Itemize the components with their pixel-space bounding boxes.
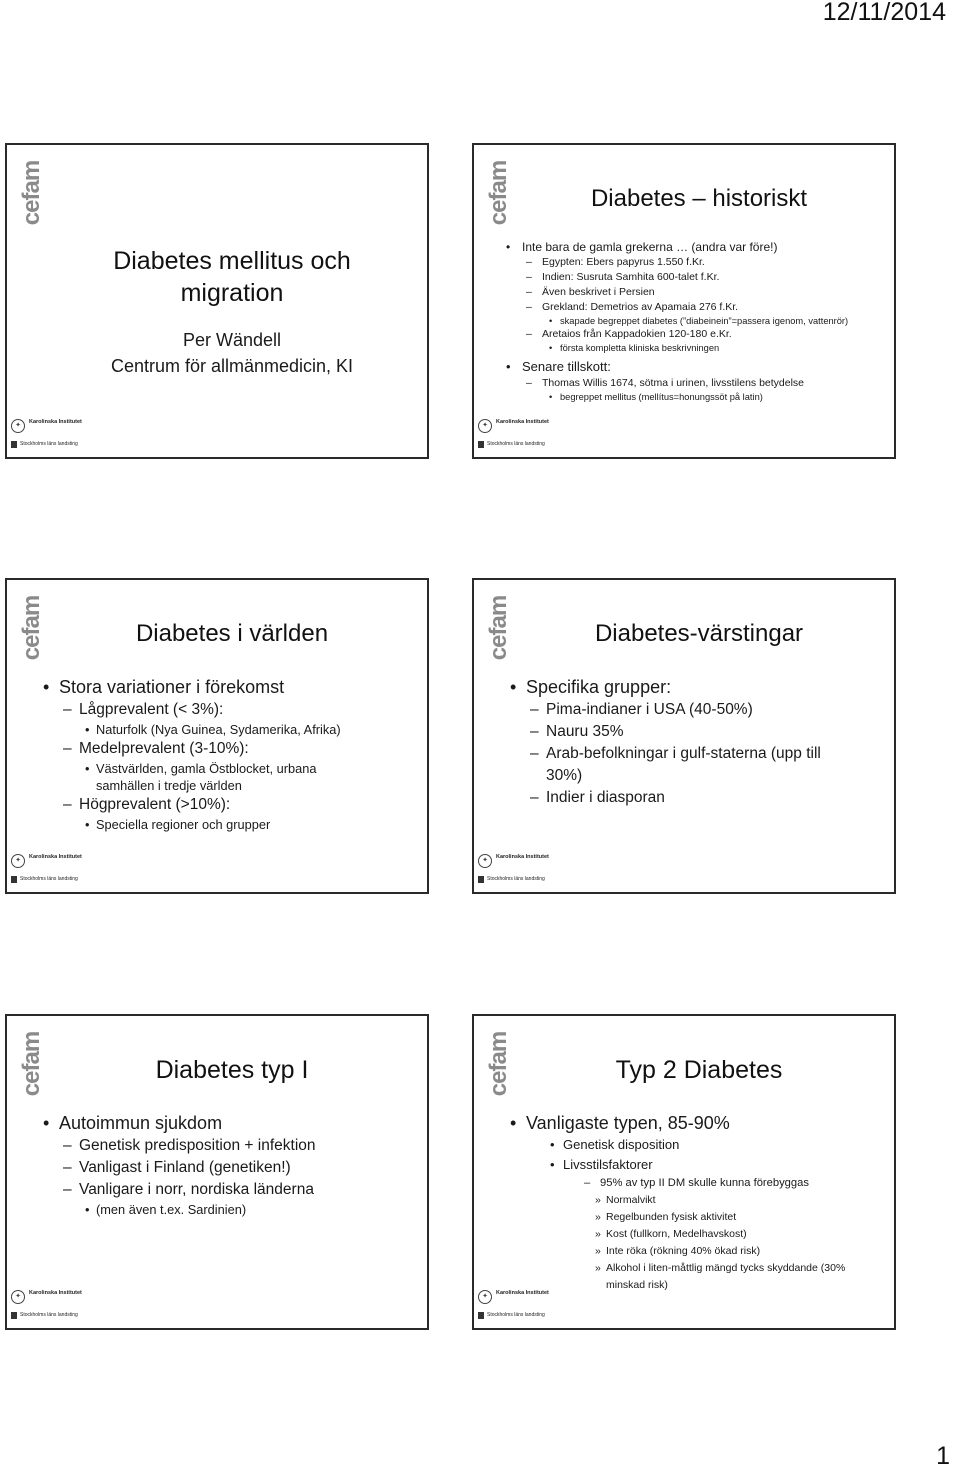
slide-body	[504, 239, 886, 403]
slide-title: Diabetes-värstingar	[594, 620, 804, 647]
sll-logo-icon	[11, 876, 17, 883]
footer-logos	[11, 1290, 91, 1324]
karolinska-label: Karolinska Institutet	[496, 854, 549, 860]
list-item: • skapade begreppet diabetes (”diabeinein”=passera igenom, vattenrör)	[560, 315, 886, 327]
sll-logo-icon	[11, 1312, 17, 1319]
list-item: • Naturfolk (Nya Guinea, Sydamerika, Afrika)	[96, 721, 419, 738]
list-item: • Inte bara de gamla grekerna … (andra var före!)	[522, 239, 886, 255]
footer-logos	[11, 854, 91, 888]
list-item: » Inte röka (rökning 40% ökad risk)	[606, 1243, 886, 1260]
list-item: – Även beskrivet i Persien	[542, 285, 886, 300]
list-item: – Vanligast i Finland (genetiken!)	[79, 1157, 419, 1179]
karolinska-logo-icon: ✦	[478, 419, 492, 433]
list-item: – Arab-befolkningar i gulf-staterna (upp till 30%)	[546, 743, 856, 787]
list-item: • (men även t.ex. Sardinien)	[96, 1201, 419, 1218]
list-item: • Västvärlden, gamla Östblocket, urbana samhällen i tredje världen	[96, 760, 376, 794]
sll-label: Stockholms läns landsting	[487, 441, 545, 447]
footer-logos	[478, 419, 558, 453]
list-item: • Livsstilsfaktorer	[563, 1155, 886, 1175]
sll-label: Stockholms läns landsting	[487, 876, 545, 882]
slide-title	[47, 245, 417, 309]
list-item: • Senare tillskott:	[522, 357, 886, 376]
author-affiliation: Centrum för allmänmedicin, KI	[110, 356, 354, 376]
karolinska-logo-icon: ✦	[11, 854, 25, 868]
title-line-2: migration	[180, 279, 284, 307]
author-block	[47, 327, 417, 379]
list-item: • Speciella regioner och grupper	[96, 816, 419, 833]
sll-label: Stockholms läns landsting	[20, 1312, 78, 1318]
list-item: – Indien: Susruta Samhita 600-talet f.Kr.	[542, 270, 886, 285]
footer-logos	[478, 854, 558, 888]
page-number: 1	[936, 1442, 950, 1470]
slide-title: Diabetes i världen	[135, 620, 329, 647]
cefam-logo: cefam	[485, 1031, 512, 1097]
list-item: • Autoimmun sjukdom	[59, 1111, 419, 1135]
list-item: • begreppet mellitus (mellítus=honungssöt på latin)	[560, 391, 886, 403]
sll-logo-icon	[478, 876, 484, 883]
slide-1	[5, 143, 429, 459]
karolinska-logo-icon: ✦	[11, 1290, 25, 1304]
list-item: • Vanligaste typen, 85-90%	[526, 1111, 886, 1135]
list-item: – Indier i diasporan	[546, 787, 886, 809]
title-line-1: Diabetes mellitus och	[113, 247, 351, 275]
slide-body	[37, 1111, 419, 1218]
list-item: » Alkohol i liten-måttlig mängd tycks skyddande (30% minskad risk)	[606, 1260, 856, 1294]
list-item: • Stora variationer i förekomst	[59, 675, 419, 699]
slide-6	[472, 1014, 896, 1330]
list-item: • första kompletta kliniska beskrivningen	[560, 342, 886, 354]
author-name: Per Wändell	[182, 330, 282, 350]
karolinska-label: Karolinska Institutet	[29, 1290, 82, 1296]
list-item: – Lågprevalent (< 3%):	[79, 699, 419, 721]
list-item: • Genetisk disposition	[563, 1135, 886, 1155]
sll-label: Stockholms läns landsting	[20, 441, 78, 447]
karolinska-label: Karolinska Institutet	[29, 854, 82, 860]
slide-body	[504, 675, 886, 809]
list-item: – Thomas Willis 1674, sötma i urinen, livsstilens betydelse	[542, 376, 886, 391]
sll-label: Stockholms läns landsting	[487, 1312, 545, 1318]
slide-body	[504, 1111, 886, 1294]
list-item: » Kost (fullkorn, Medelhavskost)	[606, 1226, 886, 1243]
karolinska-label: Karolinska Institutet	[496, 1290, 549, 1296]
list-item: – 95% av typ II DM skulle kunna förebyggas	[600, 1175, 886, 1192]
list-item: » Regelbunden fysisk aktivitet	[606, 1209, 886, 1226]
slide-title: Diabetes typ I	[155, 1056, 309, 1084]
cefam-logo: cefam	[485, 595, 512, 661]
slide-3	[5, 578, 429, 894]
karolinska-logo-icon: ✦	[478, 1290, 492, 1304]
list-item: » Normalvikt	[606, 1192, 886, 1209]
sll-label: Stockholms läns landsting	[20, 876, 78, 882]
karolinska-label: Karolinska Institutet	[496, 419, 549, 425]
karolinska-label: Karolinska Institutet	[29, 419, 82, 425]
list-item: – Medelprevalent (3-10%):	[79, 738, 419, 760]
list-item: – Nauru 35%	[546, 721, 886, 743]
list-item: – Vanligare i norr, nordiska länderna	[79, 1179, 419, 1201]
cefam-logo: cefam	[18, 595, 45, 661]
slide-4	[472, 578, 896, 894]
slide-body	[37, 675, 419, 833]
list-item: • Specifika grupper:	[526, 675, 886, 699]
footer-logos	[478, 1290, 558, 1324]
sll-logo-icon	[478, 441, 484, 448]
list-item: – Aretaios från Kappadokien 120-180 e.Kr.	[542, 327, 886, 342]
list-item: – Grekland: Demetrios av Apamaia 276 f.Kr.	[542, 300, 886, 315]
page-date: 12/11/2014	[822, 0, 946, 26]
cefam-logo: cefam	[485, 160, 512, 226]
sll-logo-icon	[478, 1312, 484, 1319]
list-item: – Pima-indianer i USA (40-50%)	[546, 699, 886, 721]
slide-title: Diabetes – historiskt	[590, 185, 808, 212]
footer-logos	[11, 419, 91, 453]
list-item: – Egypten: Ebers papyrus 1.550 f.Kr.	[542, 255, 886, 270]
karolinska-logo-icon: ✦	[478, 854, 492, 868]
slide-2	[472, 143, 896, 459]
slide-title: Typ 2 Diabetes	[615, 1056, 783, 1084]
karolinska-logo-icon: ✦	[11, 419, 25, 433]
list-item: – Genetisk predisposition + infektion	[79, 1135, 419, 1157]
slide-5	[5, 1014, 429, 1330]
list-item: – Högprevalent (>10%):	[79, 794, 419, 816]
cefam-logo: cefam	[18, 160, 45, 226]
cefam-logo: cefam	[18, 1031, 45, 1097]
sll-logo-icon	[11, 441, 17, 448]
